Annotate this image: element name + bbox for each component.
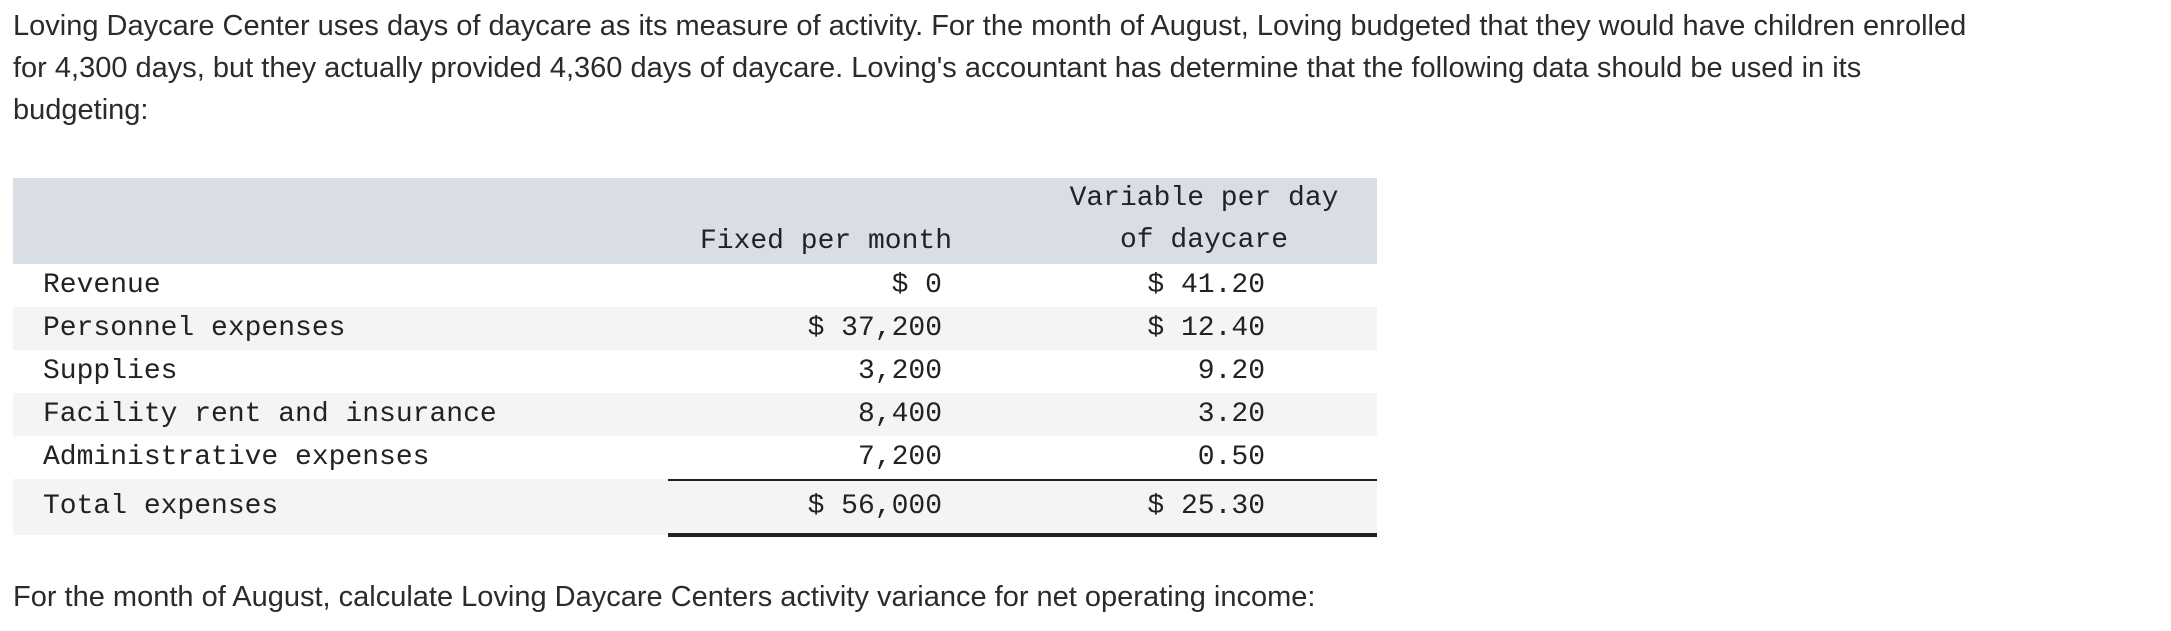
row-label: Personnel expenses [43,313,346,344]
fixed-value: $ 37,200 [807,313,942,344]
fixed-value: $ 56,000 [807,491,942,522]
variable-value: $ 41.20 [1147,270,1265,301]
header-variable-per-day [1031,178,1377,262]
table-header [13,178,1377,264]
budget-data-table [13,178,1377,535]
row-label: Supplies [43,356,178,387]
problem-statement-line: Loving Daycare Center uses days of daycare as its measure of activity. For the month of August, Loving budgeted that they would have children enrolled [13,10,1967,42]
table-row-revenue [13,264,1377,307]
table-row-administrative [13,436,1377,479]
fixed-value: $ 0 [891,270,942,301]
table-row-personnel [13,307,1377,350]
variable-value: $ 25.30 [1147,491,1265,522]
problem-statement [13,5,2163,131]
header-variable-line: Variable per day [1069,183,1339,214]
row-label: Revenue [43,270,161,301]
header-fixed-per-month: Fixed per month [699,226,953,257]
question-text: For the month of August, calculate Loving Daycare Centers activity variance for net operating income: [13,581,1316,613]
header-variable-line: of daycare [1119,225,1289,256]
problem-statement-line: for 4,300 days, but they actually provided 4,360 days of daycare. Loving's accountant has determine that the following data should be used in its [13,52,1862,84]
problem-statement-line: budgeting: [13,94,149,126]
variable-value: 3.20 [1197,399,1265,430]
row-label: Total expenses [43,491,279,522]
row-label: Administrative expenses [43,442,430,473]
variable-value: $ 12.40 [1147,313,1265,344]
total-double-rule [668,533,1377,537]
table-row-facility [13,393,1377,436]
fixed-value: 7,200 [857,442,942,473]
table-row-supplies [13,350,1377,393]
total-top-rule [668,479,1377,481]
row-label: Facility rent and insurance [43,399,497,430]
fixed-value: 3,200 [857,356,942,387]
variable-value: 9.20 [1197,356,1265,387]
variable-value: 0.50 [1197,442,1265,473]
table-row-total [13,479,1377,535]
fixed-value: 8,400 [857,399,942,430]
